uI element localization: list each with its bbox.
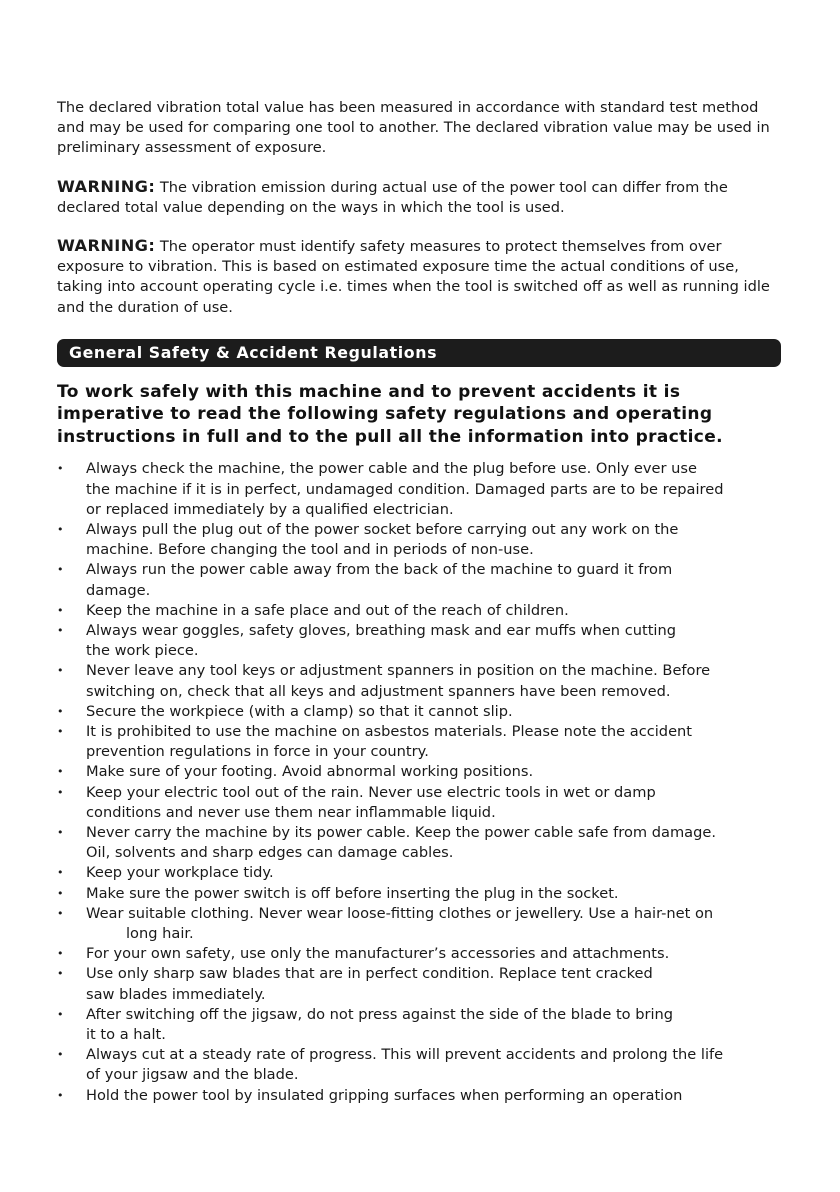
list-item — [57, 560, 785, 600]
list-item-line: Always cut at a steady rate of progress. This will prevent accidents and prolong the life — [86, 1046, 724, 1064]
list-item-line: damage. — [86, 581, 151, 599]
bullet-icon: • — [57, 623, 64, 637]
list-item-line: the machine if it is in perfect, undamaged condition. Damaged parts are to be repaired — [86, 480, 724, 498]
list-item-line: Always pull the plug out of the power socket before carrying out any work on the — [86, 520, 679, 538]
bullet-icon: • — [57, 906, 64, 920]
section-heading: General Safety & Accident Regulations — [57, 339, 781, 367]
list-item — [57, 1005, 785, 1045]
list-item — [57, 601, 785, 621]
bullet-icon: • — [57, 886, 64, 900]
list-item-line: Oil, solvents and sharp edges can damage cables. — [86, 844, 454, 862]
list-item-line: Never carry the machine by its power cable. Keep the power cable safe from damage. — [86, 823, 717, 841]
list-item-line: conditions and never use them near inflammable liquid. — [86, 803, 496, 821]
list-item-line: Always wear goggles, safety gloves, breathing mask and ear muffs when cutting — [86, 621, 676, 639]
list-item-line: it to a halt. — [86, 1026, 166, 1044]
list-item-line: Secure the workpiece (with a clamp) so that it cannot slip. — [86, 702, 513, 720]
list-item-line: Use only sharp saw blades that are in perfect condition. Replace tent cracked — [86, 965, 653, 983]
bullet-icon: • — [57, 603, 64, 617]
list-item-line: Make sure the power switch is off before inserting the plug in the socket. — [86, 884, 619, 902]
list-item-line: Hold the power tool by insulated gripping surfaces when performing an operation — [86, 1086, 683, 1104]
warning-paragraph-2 — [57, 236, 785, 318]
list-item — [57, 702, 785, 722]
list-item — [57, 621, 785, 661]
list-item-line: the work piece. — [86, 642, 199, 660]
list-item — [57, 661, 785, 701]
bullet-icon: • — [57, 1088, 64, 1102]
list-item — [57, 944, 785, 964]
bullet-icon: • — [57, 1048, 64, 1062]
bullet-icon: • — [57, 462, 64, 476]
list-item-line: Always check the machine, the power cable and the plug before use. Only ever use — [86, 460, 697, 478]
warning-text: The vibration emission during actual use of the power tool can differ from the declared total value depending on the ways in which the tool is used. — [57, 178, 728, 216]
list-item-line: After switching off the jigsaw, do not press against the side of the blade to bring — [86, 1005, 674, 1023]
list-item-line: long hair. — [126, 925, 194, 942]
list-item-line: of your jigsaw and the blade. — [86, 1066, 299, 1084]
list-item-line: saw blades immediately. — [86, 985, 266, 1003]
list-item — [57, 1086, 785, 1106]
list-item — [57, 823, 785, 863]
list-item — [57, 964, 785, 1004]
list-item-line: Never leave any tool keys or adjustment spanners in position on the machine. Before — [86, 662, 711, 680]
bullet-icon: • — [57, 704, 64, 718]
bullet-icon: • — [57, 947, 64, 961]
list-item-line: Wear suitable clothing. Never wear loose-fitting clothes or jewellery. Use a hair-net on — [86, 904, 714, 922]
bullet-icon: • — [57, 825, 64, 839]
document-page — [57, 98, 785, 1106]
safety-rules-list — [57, 459, 785, 1106]
list-item — [57, 459, 785, 520]
list-item-line: It is prohibited to use the machine on asbestos materials. Please note the accident — [86, 722, 693, 740]
list-item — [57, 520, 785, 560]
warning-paragraph-1 — [57, 177, 785, 218]
list-item — [57, 762, 785, 782]
bullet-icon: • — [57, 967, 64, 981]
list-item — [57, 904, 785, 944]
list-item-line: Keep your workplace tidy. — [86, 864, 274, 882]
list-item-line: Keep the machine in a safe place and out of the reach of children. — [86, 601, 569, 619]
bullet-icon: • — [57, 724, 64, 738]
list-item-line: prevention regulations in force in your country. — [86, 743, 429, 761]
list-item-line: For your own safety, use only the manufacturer’s accessories and attachments. — [86, 945, 670, 963]
list-item-line: Make sure of your footing. Avoid abnormal working positions. — [86, 763, 534, 781]
vibration-paragraph: The declared vibration total value has been measured in accordance with standard test method and may be used for comparing one tool to another. The declared vibration value may be used in preliminary assessment of exposure. — [57, 99, 770, 157]
bullet-icon: • — [57, 785, 64, 799]
list-item-line: Always run the power cable away from the back of the machine to guard it from — [86, 561, 673, 579]
list-item-line: machine. Before changing the tool and in periods of non-use. — [86, 541, 534, 559]
warning-text: The operator must identify safety measures to protect themselves from over exposure to vibration. This is based on estimated exposure time the actual conditions of use, taking into account operating cycle i.e. times when the tool is switched off as well as running idle and the duration of use. — [57, 238, 770, 316]
bullet-icon: • — [57, 664, 64, 678]
list-item — [57, 783, 785, 823]
list-item — [57, 884, 785, 904]
bullet-icon: • — [57, 1007, 64, 1021]
list-item-line: or replaced immediately by a qualified electrician. — [86, 500, 454, 518]
list-item-line: Keep your electric tool out of the rain. Never use electric tools in wet or damp — [86, 783, 656, 801]
warning-label: WARNING: — [57, 236, 156, 256]
list-item — [57, 1045, 785, 1085]
list-item — [57, 863, 785, 883]
bullet-icon: • — [57, 765, 64, 779]
bullet-icon: • — [57, 866, 64, 880]
list-item — [57, 722, 785, 762]
warning-label: WARNING: — [57, 176, 156, 196]
safety-intro: To work safely with this machine and to prevent accidents it is imperative to read the following safety regulations and operating instructions in full and to the pull all the information into practice. — [57, 381, 723, 447]
bullet-icon: • — [57, 522, 64, 536]
bullet-icon: • — [57, 563, 64, 577]
list-item-line: switching on, check that all keys and adjustment spanners have been removed. — [86, 682, 671, 700]
